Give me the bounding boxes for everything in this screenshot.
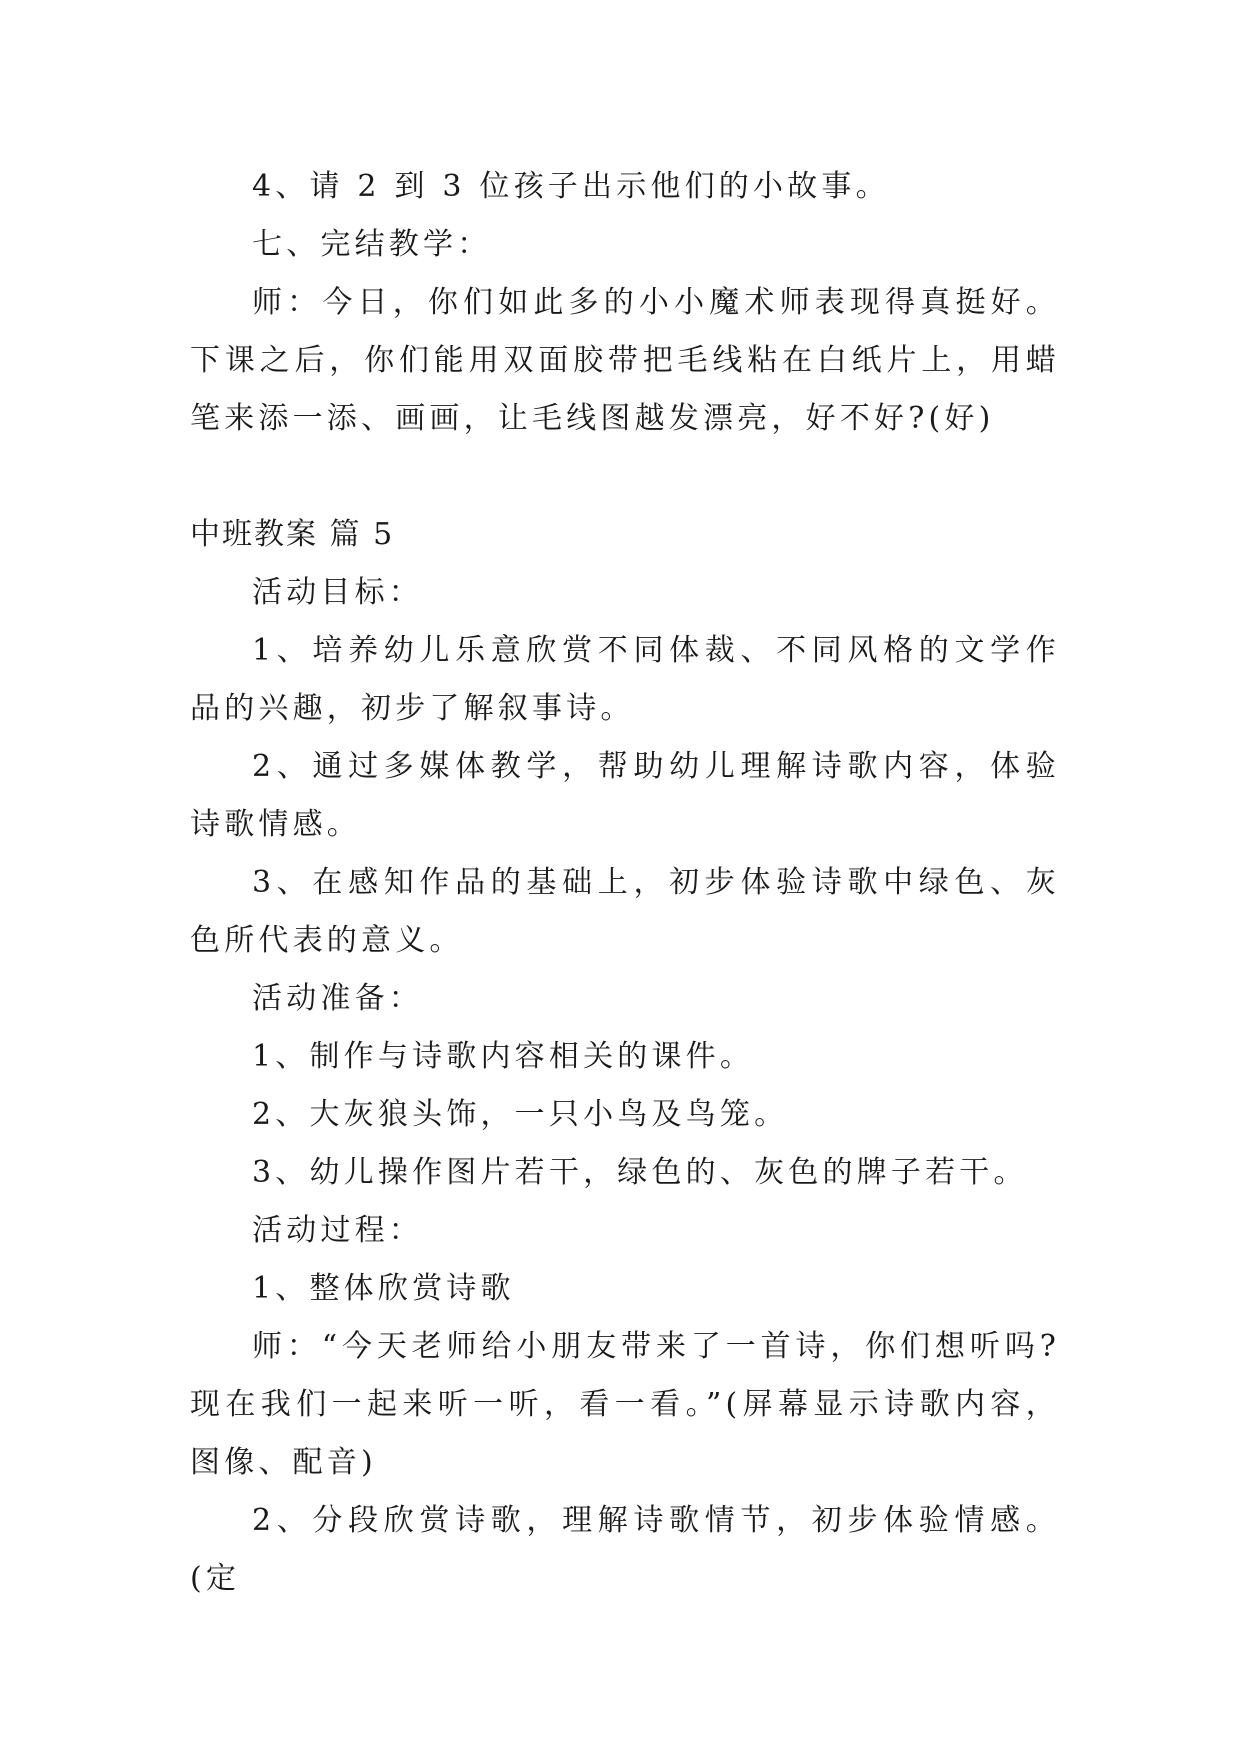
paragraph: 1、培养幼儿乐意欣赏不同体裁、不同风格的文学作品的兴趣，初步了解叙事诗。 — [190, 633, 1060, 726]
paragraph: 3、在感知作品的基础上，初步体验诗歌中绿色、灰色所代表的意义。 — [190, 865, 1060, 958]
paragraph: 1、制作与诗歌内容相关的课件。 — [252, 1039, 755, 1074]
paragraph: 1、整体欣赏诗歌 — [252, 1271, 515, 1306]
section-title: 中班教案 篇 5 — [190, 517, 395, 552]
paragraph: 师：今日，你们如此多的小小魔术师表现得真挺好。下课之后，你们能用双面胶带把毛线粘在白纸片上，用蜡笔来添一添、画画，让毛线图越发漂亮，好不好?(好) — [190, 285, 1060, 436]
paragraph: 活动过程： — [252, 1213, 423, 1248]
paragraph: 活动目标： — [252, 575, 423, 610]
paragraph: 2、通过多媒体教学，帮助幼儿理解诗歌内容，体验诗歌情感。 — [190, 749, 1060, 842]
paragraph: 2、大灰狼头饰，一只小鸟及鸟笼。 — [252, 1097, 789, 1132]
paragraph: 七、完结教学： — [252, 227, 492, 262]
paragraph: 2、分段欣赏诗歌，理解诗歌情节，初步体验情感。(定 — [190, 1503, 1060, 1596]
document-page — [190, 158, 1060, 1608]
paragraph: 师：“今天老师给小朋友带来了一首诗，你们想听吗?现在我们一起来听一听，看一看。”(屏幕显示诗歌内容，图像、配音) — [190, 1329, 1060, 1480]
paragraph: 活动准备： — [252, 981, 423, 1016]
paragraph: 3、幼儿操作图片若干，绿色的、灰色的牌子若干。 — [252, 1155, 1028, 1190]
paragraph: 4、请 2 到 3 位孩子出示他们的小故事。 — [252, 169, 890, 204]
